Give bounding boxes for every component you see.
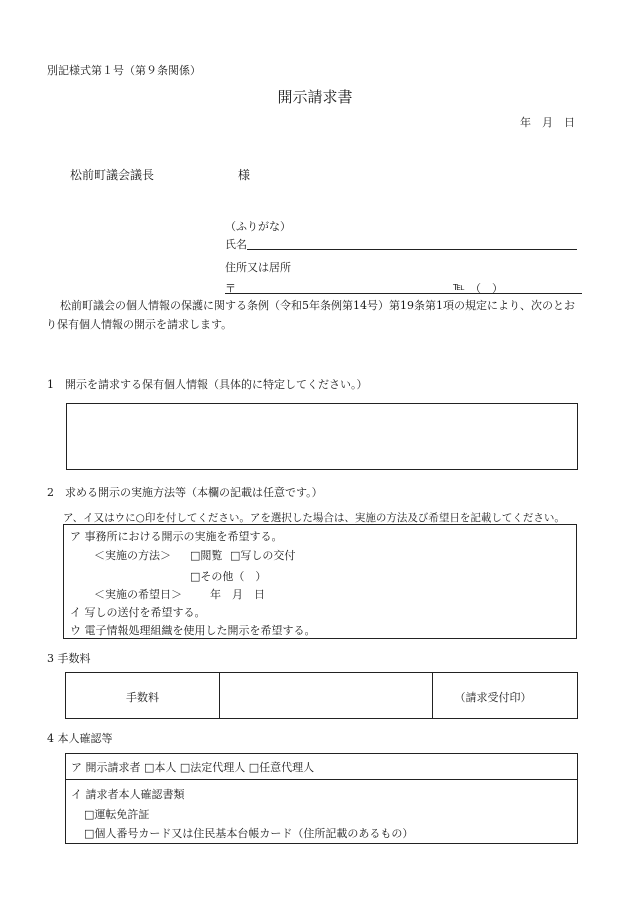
address-line: [225, 293, 582, 294]
doc-drivers-license[interactable]: □運転免許証: [84, 808, 150, 821]
request-date: 年 月 日: [520, 116, 575, 129]
intro-line-1: 松前町議会の個人情報の保護に関する条例（令和5年条例第14号）第19条第1項の規定により、次のとお: [60, 299, 575, 312]
postal-mark: 〒: [225, 282, 236, 295]
option-b[interactable]: イ 写しの送付を希望する。: [70, 606, 206, 619]
name-label: 氏名: [225, 238, 247, 251]
preferred-date[interactable]: 年 月 日: [210, 588, 265, 601]
address-label: 住所又は居所: [225, 261, 291, 274]
page-title: 開示請求書: [277, 88, 353, 106]
date-label: ＜実施の希望日＞: [94, 588, 182, 601]
intro-line-2: り保有個人情報の開示を請求します。: [46, 318, 233, 331]
section2-heading: 2 求める開示の実施方法等（本欄の記載は任意です。）: [47, 486, 323, 499]
identity-divider: [65, 779, 578, 780]
identity-row-b: イ 請求者本人確認書類: [71, 788, 185, 801]
identity-row-a[interactable]: ア 開示請求者 □本人 □法定代理人 □任意代理人: [71, 761, 315, 774]
section1-heading: 1 開示を請求する保有個人情報（具体的に特定してください。）: [47, 378, 368, 391]
method-view-checkbox[interactable]: □閲覧: [190, 549, 223, 562]
option-c[interactable]: ウ 電子情報処理組織を使用した開示を希望する。: [70, 624, 316, 637]
section3-heading: 3 手数料: [47, 652, 91, 665]
section4-heading: 4 本人確認等: [47, 732, 113, 745]
tel-label: ℡: [453, 280, 465, 293]
name-line: [247, 249, 577, 250]
stamp-label: （請求受付印）: [454, 691, 532, 704]
section2-instruction: ア、イ又はウに○印を付してください。アを選択した場合は、実施の方法及び希望日を記載してください。: [63, 512, 565, 524]
option-a[interactable]: ア 事務所における開示の実施を希望する。: [70, 530, 283, 543]
method-label: ＜実施の方法＞: [94, 549, 171, 562]
tel-paren: （ ）: [470, 282, 503, 295]
method-other-checkbox[interactable]: □その他（ ）: [190, 570, 267, 583]
doc-id-card[interactable]: □個人番号カード又は住民基本台帳カード（住所記載のあるもの）: [84, 827, 414, 840]
addressee-honorific: 様: [238, 168, 251, 182]
requested-info-box[interactable]: [66, 403, 578, 470]
furigana-label: （ふりがな）: [225, 220, 291, 233]
fee-label: 手数料: [126, 691, 159, 704]
addressee: 松前町議会議長: [70, 168, 155, 182]
fee-value-cell[interactable]: [220, 689, 432, 703]
method-copy-checkbox[interactable]: □写しの交付: [230, 549, 296, 562]
form-label: 別記様式第１号（第９条関係）: [47, 64, 201, 77]
